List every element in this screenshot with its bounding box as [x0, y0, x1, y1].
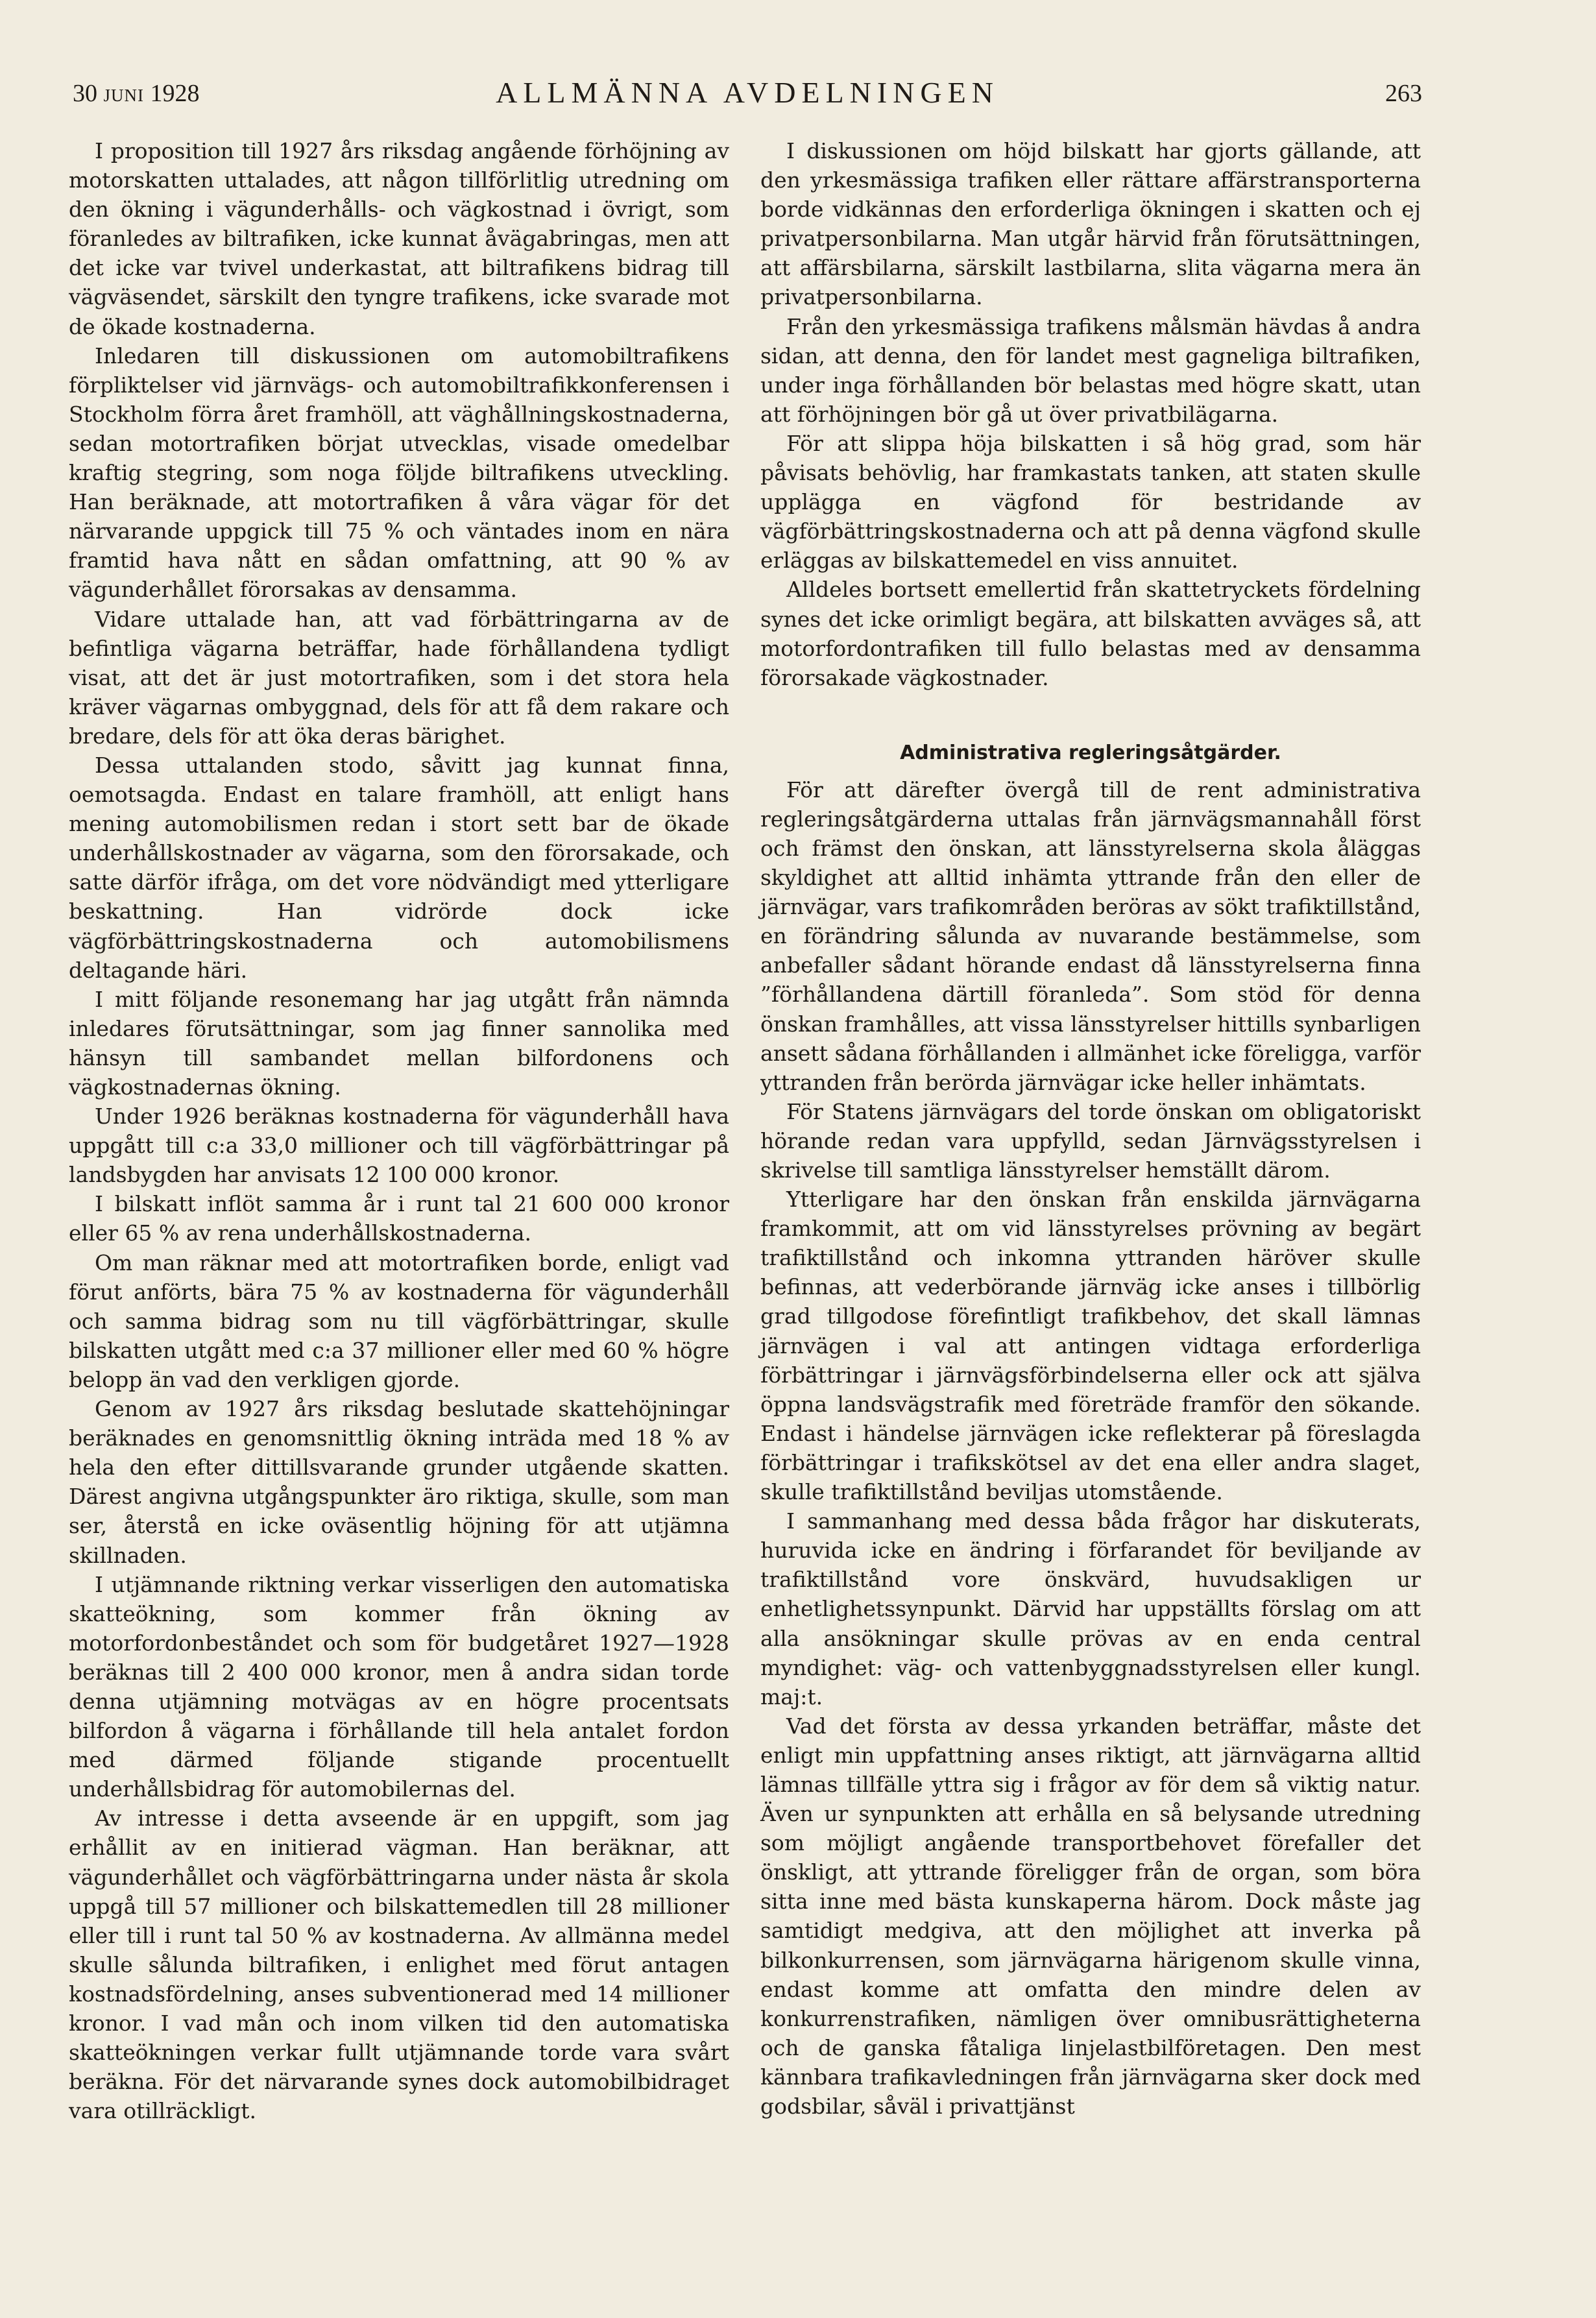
paragraph: I diskussionen om höjd bilskatt har gjorts gällande, att den yrkesmässiga trafiken eller rättare affärstransporterna borde vidkännas den erforderliga ökningen i skatten och ej privatpersonbilarna. Man utgår härvid från förutsättningen, att affärsbilarna, särskilt lastbilarna, slita vägarna mera än privatpersonbilarna.: [760, 138, 1421, 310]
paragraph: För att slippa höja bilskatten i så hög grad, som här påvisats behövlig, har framkastats tanken, att staten skulle upplägga en vägfond för bestridande av vägförbättringskostnaderna och att på denna vägfond skulle erläggas av bilskattemedel en viss annuitet.: [760, 430, 1421, 573]
paragraph: Om man räknar med att motortrafiken borde, enligt vad förut anförts, bära 75 % av kostnaderna för vägunderhåll och samma bidrag som nu till vägförbättringar, skulle bilskatten utgått med c:a 37 millioner eller med 60 % högre belopp än vad den verkligen gjorde.: [69, 1250, 729, 1392]
section-heading: Administrativa regleringsåtgärder.: [900, 741, 1281, 764]
paragraph: Alldeles bortsett emellertid från skattetryckets fördelning synes det icke orimligt begära, att bilskatten avväges så, att motorfordontrafiken till fullo belastas med av densamma förorsakade vägkostnader.: [760, 577, 1421, 690]
paragraph: Under 1926 beräknas kostnaderna för vägunderhåll hava uppgått till c:a 33,0 millioner och till vägförbättringar på landsbygden har anvisats 12 100 000 kronor.: [69, 1104, 729, 1188]
date-day: 30: [73, 80, 97, 107]
paragraph: I proposition till 1927 års riksdag angående förhöjning av motorskatten uttalades, att någon tillförlitlig utredning om den ökning i vägunderhålls- och vägkostnad i övrigt, som föranledes av biltrafiken, icke kunnat åvägabringas, men att det icke var tvivel underkastat, att biltrafikens bidrag till vägväsendet, särskilt den tyngre trafikens, icke svarade mot de ökade kostnaderna.: [69, 138, 729, 339]
paragraph: Inledaren till diskussionen om automobiltrafikens förpliktelser vid järnvägs- och automobiltrafikkonferensen i Stockholm förra året framhöll, att väghållningskostnaderna, sedan motortrafiken börjat utvecklas, visade omedelbar kraftig stegring, som noga följde biltrafikens utveckling. Han beräknade, att motortrafiken å våra vägar för det närvarande uppgick till 75 % och väntades inom en nära framtid hava nått en sådan omfattning, att 90 % av vägunderhållet förorsakas av densamma.: [69, 343, 729, 603]
paragraph: Vad det första av dessa yrkanden beträffar, måste det enligt min uppfattning anses riktigt, att järnvägarna alltid lämnas tillfälle yttra sig i frågor av för dem så viktig natur. Även ur synpunkten att erhålla en så belysande utredning som möjligt angående transportbehovet förefaller det önskligt, att yttrande föreligger från de organ, som böra sitta inne med bästa kunskaperna härom. Dock måste jag samtidigt medgiva, att den möjlighet att inverka på bilkonkurrensen, som järnvägarna härigenom skulle vinna, endast komme att omfatta den mindre delen av konkurrenstrafiken, nämligen över omnibusrättigheterna och de ganska fåtaliga linjelastbilföretagen. Den mest kännbara trafikavledningen från järnvägarna sker dock med godsbilar, såväl i privattjänst: [760, 1713, 1421, 2119]
left-column: [69, 136, 729, 2125]
page-number: 263: [1385, 80, 1422, 107]
paragraph: I utjämnande riktning verkar visserligen den automatiska skatteökning, som kommer från ökning av motorfordonbeståndet och som för budgetåret 1927—1928 beräknas till 2 400 000 kronor, men å andra sidan torde denna utjämning motvägas av en högre procentsats bilfordon å vägarna i förhållande till hela antalet fordon med därmed följande stigande procentuellt underhållsbidrag för automobilernas del.: [69, 1571, 729, 1802]
paragraph: Ytterligare har den önskan från enskilda järnvägarna framkommit, att om vid länsstyrelses prövning av begärt trafiktillstånd och inkomna yttranden häröver skulle befinnas, att vederbörande järnväg icke anses i tillbörlig grad tillgodose förefintligt trafikbehov, det skall lämnas järnvägen i val att antingen vidtaga erforderliga förbättringar i järnvägsförbindelserna eller ock att själva öppna landsvägstrafik med företräde framför den sökande. Endast i händelse järnvägen icke reflekterar på föreslagda förbättringar i trafikskötsel av det ena eller andra slaget, skulle trafiktillstånd beviljas utomstående.: [760, 1187, 1421, 1505]
section-title: ALLMÄNNA AVDELNINGEN: [496, 76, 999, 109]
paragraph: För Statens järnvägars del torde önskan om obligatoriskt hörande redan vara uppfylld, sedan Järnvägsstyrelsen i skrivelse till samtliga länsstyrelser hemställt därom.: [760, 1098, 1421, 1183]
paragraph: I mitt följande resonemang har jag utgått från nämnda inledares förutsättningar, som jag finner sannolika med hänsyn till sambandet mellan bilfordonens och vägkostnadernas ökning.: [69, 986, 729, 1100]
paragraph: Vidare uttalade han, att vad förbättringarna av de befintliga vägarna beträffar, hade förhållandena tydligt visat, att det är just motortrafiken, som i det stora hela kräver vägarnas ombyggnad, dels för att få dem rakare och bredare, dels för att öka deras bärighet.: [69, 606, 729, 749]
paragraph: Genom av 1927 års riksdag beslutade skattehöjningar beräknades en genomsnittlig ökning inträda med 18 % av hela den efter dittillsvarande grunder utgående skatten. Därest angivna utgångspunkter äro riktiga, skulle, som man ser, återstå en icke oväsentlig höjning för att utjämna skillnaden.: [69, 1396, 729, 1568]
paragraph: I bilskatt inflöt samma år i runt tal 21 600 000 kronor eller 65 % av rena underhållskostnaderna.: [69, 1191, 729, 1246]
paragraph: För att därefter övergå till de rent administrativa regleringsåtgärderna uttalas från järnvägsmannahåll först och främst den önskan, att länsstyrelserna skola åläggas skyldighet att alltid inhämta yttrande från den eller de järnvägar, vars trafikområden beröras av sökt trafiktillstånd, en förändring sålunda av nuvarande bestämmelse, som anbefaller sådant hörande endast då länsstyrelserna finna ”förhållandena därtill föranleda”. Som stöd för denna önskan framhålles, att vissa länsstyrelser hittills synbarligen ansett sådana förhållanden i allmänhet icke föreligga, varför yttranden från berörda järnvägar icke heller inhämtats.: [760, 777, 1421, 1095]
date-year: 1928: [150, 80, 200, 107]
date-month: JUNI: [103, 86, 144, 105]
paragraph: Dessa uttalanden stodo, såvitt jag kunnat finna, oemotsagda. Endast en talare framhöll, att enligt hans mening automobilismen redan i stort sett bar de ökade underhållskostnader av vägarna, som den förorsakade, och satte därför ifråga, om det vore nödvändigt med ytterligare beskattning. Han vidrörde dock icke vägförbättringskostnaderna och automobilismens deltagande häri.: [69, 752, 729, 983]
right-column: [760, 136, 1421, 2121]
paragraph: Från den yrkesmässiga trafikens målsmän hävdas å andra sidan, att denna, den för landet mest gagneliga biltrafiken, under inga förhållanden bör belastas med högre skatt, utan att förhöjningen bör gå ut över privatbilägarna.: [760, 313, 1421, 427]
paragraph: I sammanhang med dessa båda frågor har diskuterats, huruvida icke en ändring i förfarandet för beviljande av trafiktillstånd vore önskvärd, huvudsakligen ur enhetlighetssynpunkt. Därvid har uppställts förslag om att alla ansökningar skulle prövas av en enda central myndighet: väg- och vattenbyggnadsstyrelsen eller kungl. maj:t.: [760, 1508, 1421, 1709]
page-header: [73, 76, 1422, 125]
paragraph: Av intresse i detta avseende är en uppgift, som jag erhållit av en initierad vägman. Han beräknar, att vägunderhållet och vägförbättringarna under nästa år skola uppgå till 57 millioner och bilskattemedlen till 28 millioner eller till i runt tal 50 % av kostnaderna. Av allmänna medel skulle sålunda biltrafiken, i enlighet med förut antagen kostnadsfördelning, anses subventionerad med 14 millioner kronor. I vad mån och inom vilken tid den automatiska skatteökningen verkar fullt utjämnande torde vara svårt beräkna. För det närvarande synes dock automobilbidraget vara otillräckligt.: [69, 1805, 729, 2124]
